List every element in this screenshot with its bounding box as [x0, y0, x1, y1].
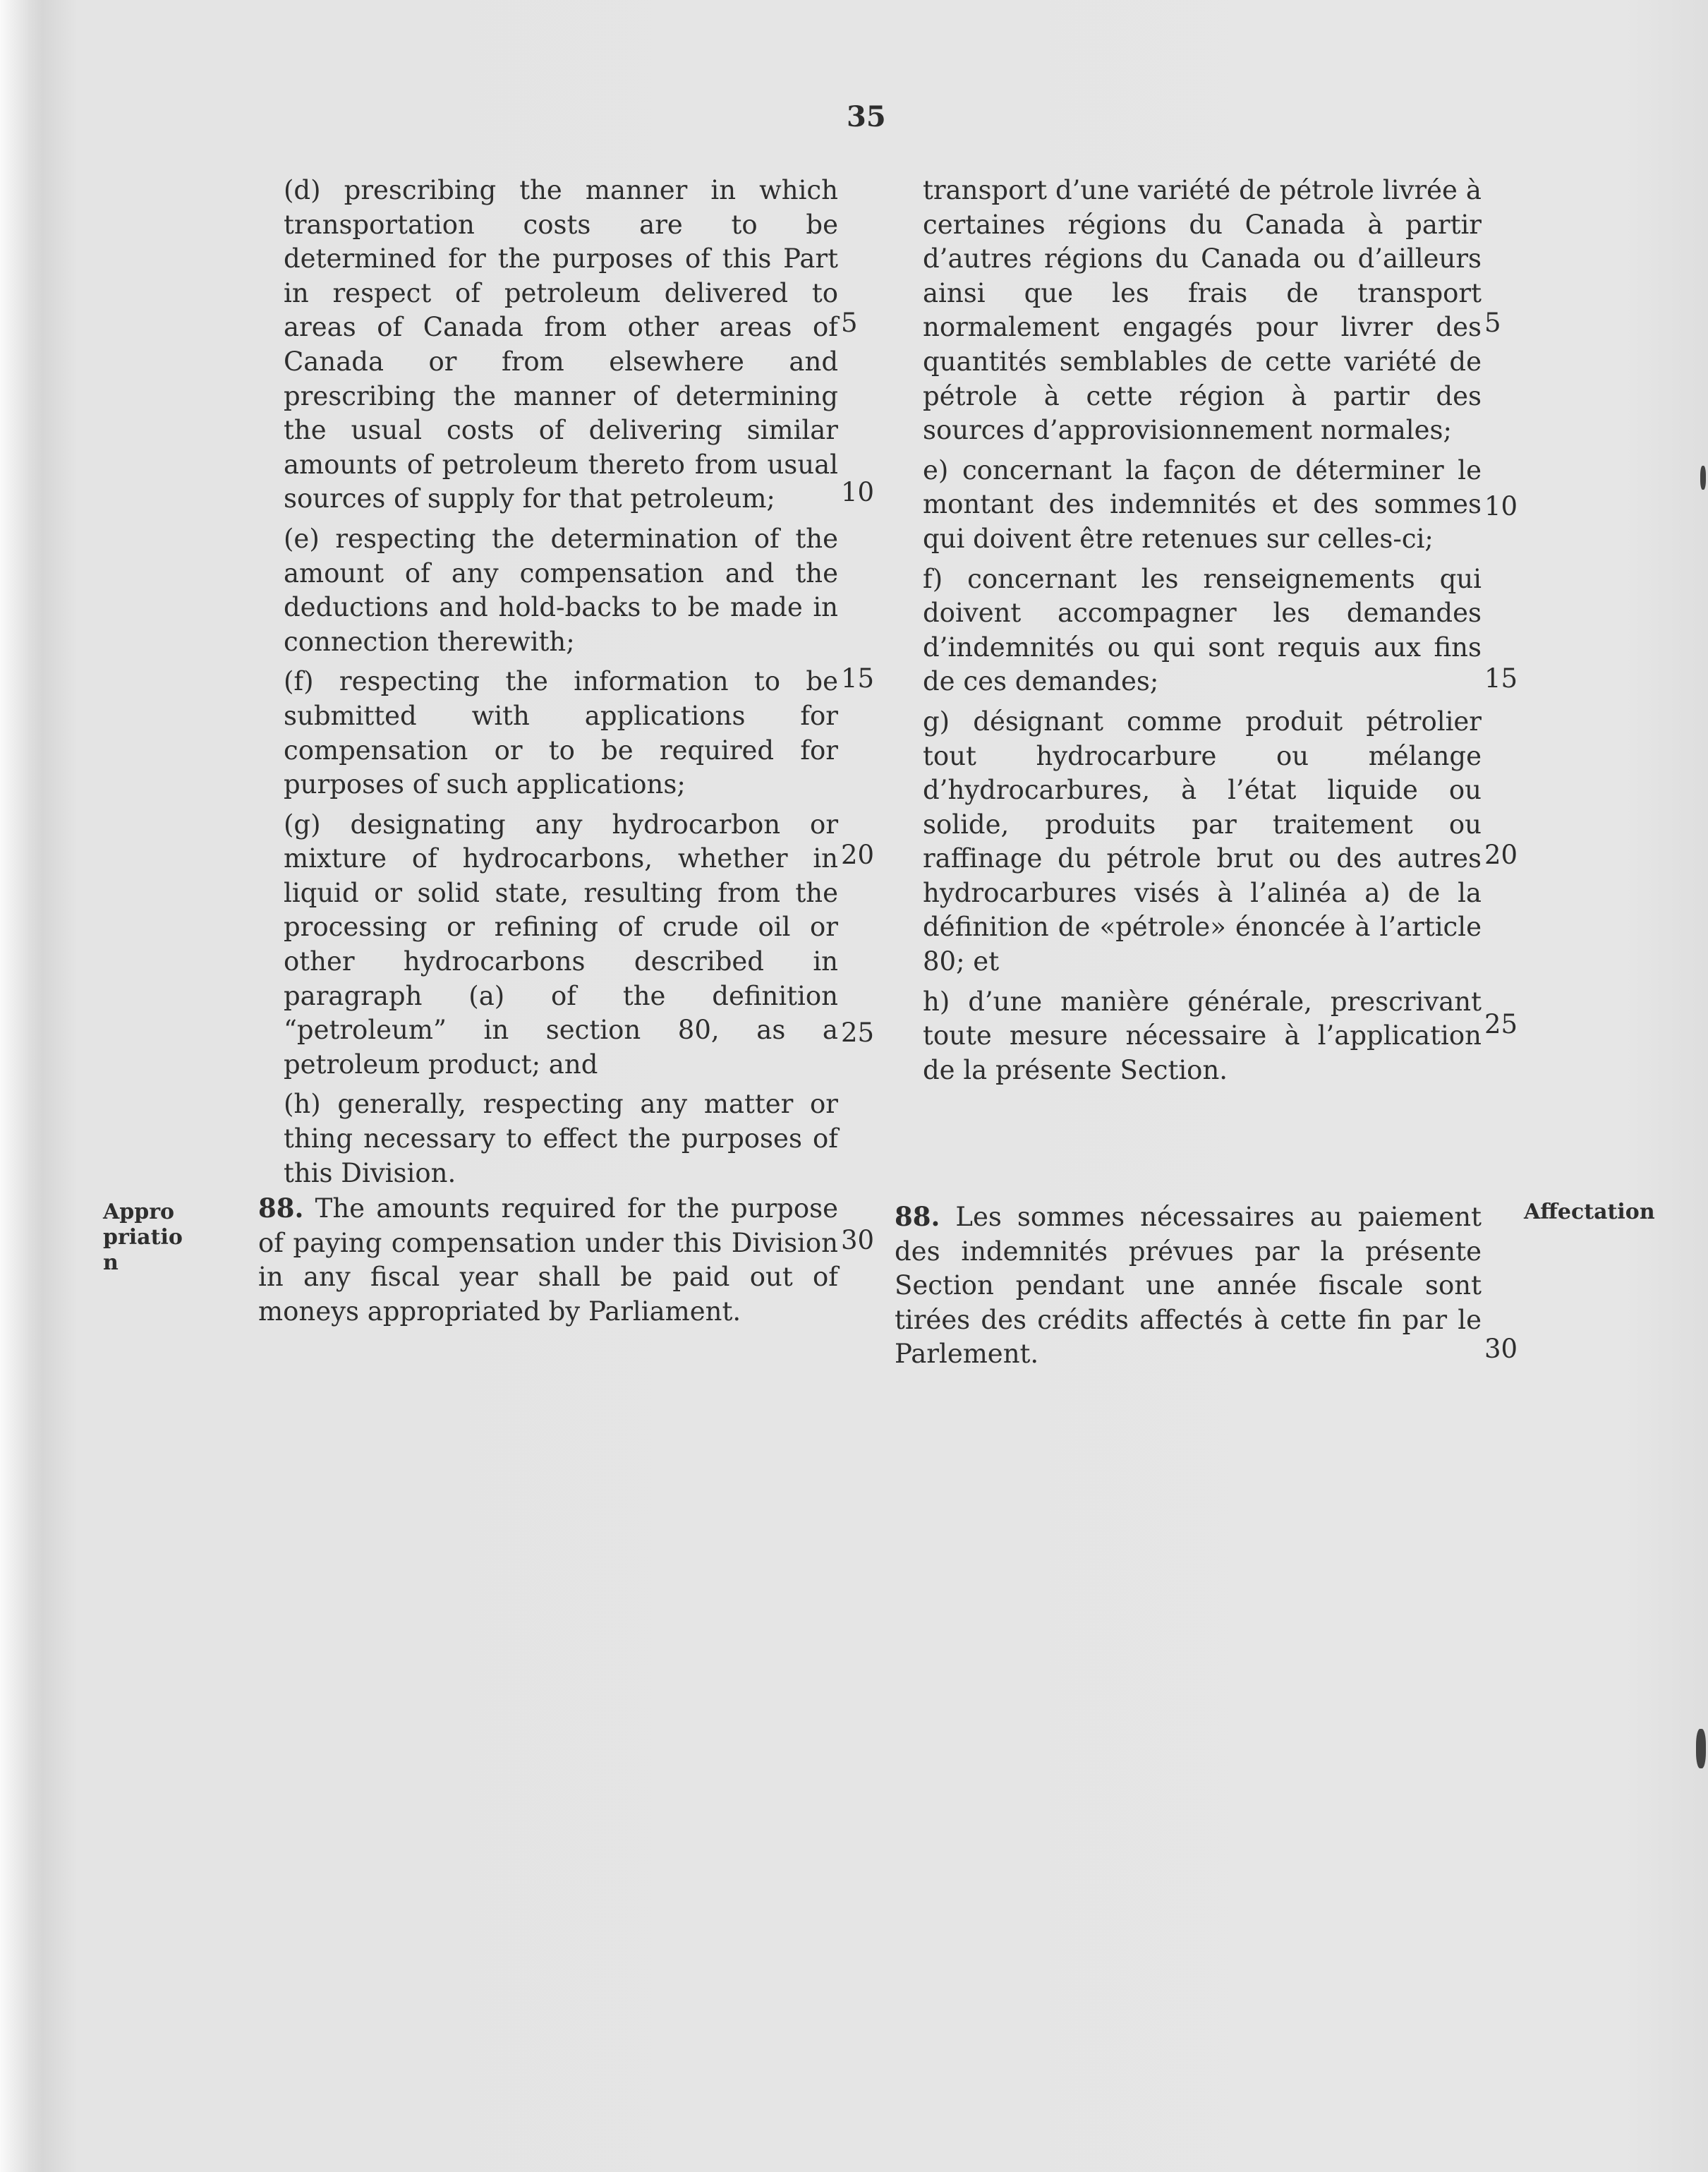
english-paragraph-g: (g) designating any hydrocarbon or mixture of hydrocarbons, whether in liquid or solid state, resulting from the processing or refining of crude oil or other hydrocarbons described in paragraph (a) of the definition “petroleum” in section 80, as a petroleum product; and — [284, 809, 838, 1080]
page-number: 35 — [847, 100, 886, 133]
english-line-number: 15 — [841, 663, 875, 694]
english-section-88 — [258, 1191, 838, 1329]
english-line-number: 25 — [841, 1018, 875, 1048]
french-line-number: 10 — [1484, 491, 1518, 521]
english-line-number: 10 — [841, 477, 875, 507]
french-paragraph-f: f) concernant les renseignements qui doivent accompagner les demandes d’indemnités ou qui sont requis aux fins de ces demandes; — [923, 563, 1482, 697]
section-text: The amounts required for the purpose of paying compensation under this Division in any fiscal year shall be paid out of moneys appropriated by Parliament. — [258, 1193, 838, 1327]
french-line-number: 5 — [1484, 308, 1501, 338]
english-paragraph-d: (d) prescribing the manner in which transportation costs are to be determined for the purposes of this Part in respect of petroleum delivered to areas of Canada from other areas of Canada or from elsewhere and prescribing the manner of determining the usual costs of delivering similar amounts of petroleum thereto from usual sources of supply for that petroleum; — [284, 175, 838, 514]
scan-speck — [1696, 1729, 1706, 1768]
english-column — [284, 174, 838, 1196]
french-line-number: 15 — [1484, 663, 1518, 694]
english-line-number: 20 — [841, 840, 875, 870]
section-text: Les sommes nécessaires au paiement des indemnités prévues par la présente Section pendant une année fiscale sont tirées des crédits affectés à cette fin par le Parlement. — [895, 1202, 1482, 1370]
french-line-number: 30 — [1484, 1334, 1518, 1364]
french-margin-note: Affectation — [1524, 1200, 1655, 1224]
french-paragraph-e: e) concernant la façon de déterminer le montant des indemnités et des sommes qui doivent être retenues sur celles-ci; — [923, 454, 1482, 554]
page-edge — [0, 0, 28, 2172]
scan-speck — [1700, 466, 1706, 490]
english-paragraph-f: (f) respecting the information to be submitted with applications for compensation or to be required for purposes of such applications; — [284, 666, 838, 800]
section-number: 88. — [258, 1193, 304, 1224]
french-paragraph-continued: transport d’une variété de pétrole livrée à certaines régions du Canada à partir d’autres régions du Canada ou d’ailleurs ainsi que les frais de transport normalement engagés pour livrer des quantités semblables de cette variété de pétrole à cette région à partir des sources d’approvisionnement normales; — [923, 175, 1482, 446]
french-line-number: 25 — [1484, 1009, 1518, 1039]
french-line-number: 20 — [1484, 840, 1518, 870]
english-paragraph-e: (e) respecting the determination of the amount of any compensation and the deductions and hold-backs to be made in connection therewith; — [284, 523, 838, 657]
section-number: 88. — [895, 1201, 940, 1232]
french-section-88 — [895, 1200, 1482, 1372]
french-paragraph-g: g) désignant comme produit pétrolier tout hydrocarbure ou mélange d’hydrocarbures, à l’état liquide ou solide, produits par traitement ou raffinage du pétrole brut ou des autres hydrocarbures visés à l’alinéa a) de la définition de «pétrole» énoncée à l’article 80; et — [923, 706, 1482, 977]
margin-note-text: Appropriation — [103, 1200, 183, 1275]
english-line-number: 5 — [841, 308, 858, 338]
french-column — [923, 174, 1482, 1093]
english-margin-note — [103, 1200, 188, 1276]
english-paragraph-h: (h) generally, respecting any matter or thing necessary to effect the purposes of this Division. — [284, 1089, 838, 1188]
french-paragraph-h: h) d’une manière générale, prescrivant toute mesure nécessaire à l’application de la présente Section. — [923, 986, 1482, 1085]
english-line-number: 30 — [841, 1225, 875, 1255]
